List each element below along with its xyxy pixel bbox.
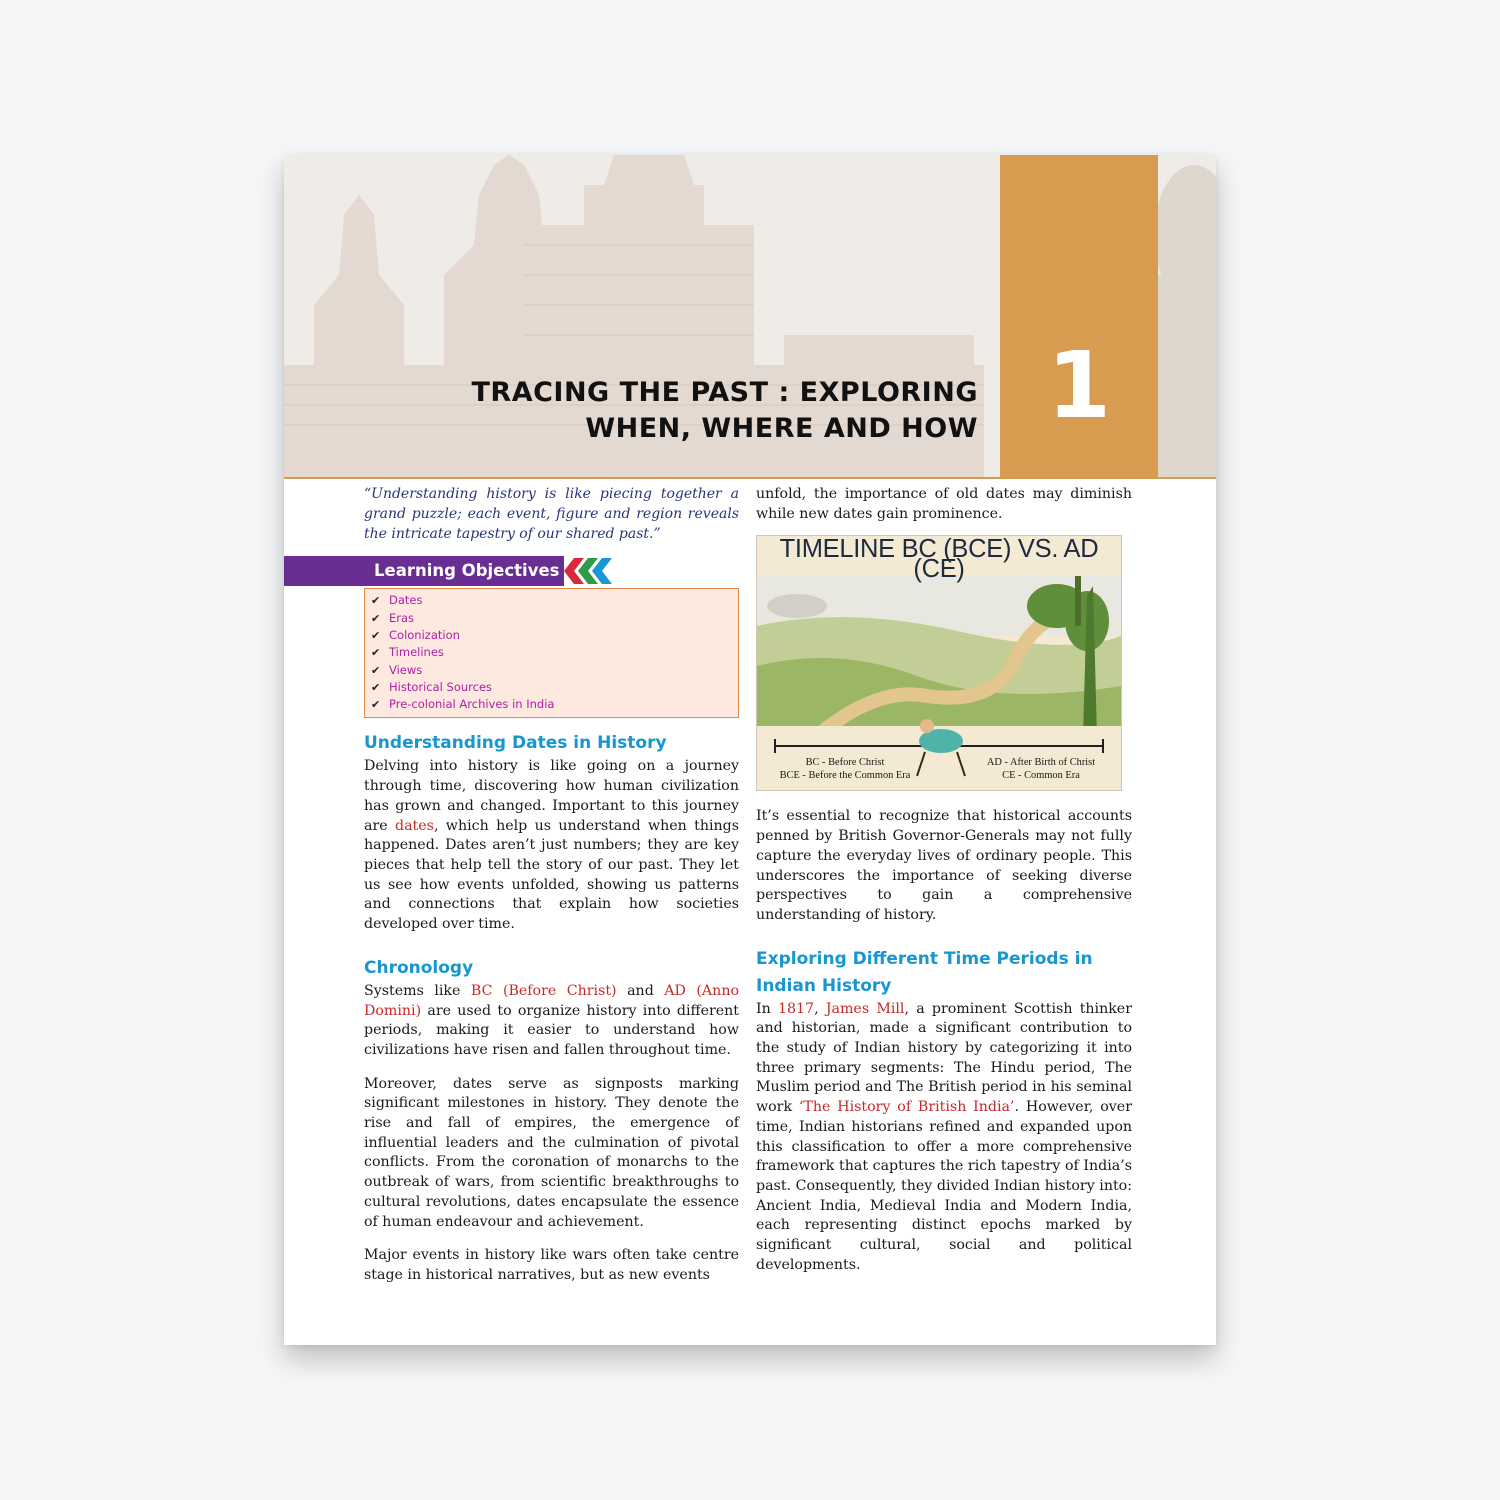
chapter-number: 1: [1046, 332, 1111, 439]
link-ad: AD (Anno Domini): [364, 982, 739, 1019]
opening-quote: “Understanding history is like piecing together a grand puzzle; each event, figure and region reveals the intricate tapestry of our shared past.”: [364, 486, 739, 542]
chapter-title-line2: WHEN, WHERE AND HOW: [585, 413, 978, 444]
checkmark-icon: ✔: [371, 594, 381, 608]
paragraph-dates: Delving into history is like going on a journey through time, discovering how human civilization has grown and changed. Important to this journey are dates, which help us understand when things happened. Dates aren’t just numbers; they are key pieces that help tell the story of our past. They let us see how events unfolded, showing us patterns and connections that explain how societies developed over time.: [364, 758, 739, 933]
link-dates: dates: [395, 817, 434, 834]
objective-item: ✔ Dates: [371, 592, 732, 609]
checkmark-icon: ✔: [371, 698, 381, 712]
objective-item: ✔ Views: [371, 662, 732, 679]
objective-item: ✔ Colonization: [371, 627, 732, 644]
chevrons-icon: [560, 556, 618, 586]
chapter-title-line1: TRACING THE PAST : EXPLORING: [471, 377, 978, 408]
checkmark-icon: ✔: [371, 646, 381, 660]
objective-item: ✔ Timelines: [371, 644, 732, 661]
objective-item: ✔ Eras: [371, 610, 732, 627]
paragraph-chronology-1: Systems like BC (Before Christ) and AD (Anno Domini) are used to organize history into different periods, making it easier to understand how civilizations have risen and fallen throughout time.: [364, 982, 739, 1058]
link-james-mill: James Mill: [825, 1000, 905, 1017]
checkmark-icon: ✔: [371, 611, 381, 625]
chapter-title: [472, 375, 979, 447]
section-heading-dates: Understanding Dates in History: [364, 733, 667, 754]
section-heading-time-periods: Exploring Different Time Periods in Indian History: [756, 948, 1093, 996]
learning-objectives-list: [364, 588, 739, 718]
paragraph-british-accounts: It’s essential to recognize that historical accounts penned by British Governor-Generals may not fully capture the everyday lives of ordinary people. This underscores the importance of seeking diverse perspectives to gain a comprehensive understanding of history.: [756, 808, 1132, 923]
right-column: [756, 485, 1132, 1275]
paragraph-time-periods: In 1817, James Mill, a prominent Scottish thinker and historian, made a significant contribution to the study of Indian history by categorizing it into three primary segments: The Hindu period, The Muslim period and The British period in his seminal work ‘The History of British India’. However, over time, Indian historians refined and expanded upon this classification to offer a more comprehensive framework that captures the rich tapestry of India’s past. Consequently, they divided Indian history into: Ancient India, Medieval India and Modern India, each representing distinct epochs marked by significant cultural, social and political developments.: [756, 1000, 1132, 1273]
link-history-of-british-india: ‘The History of British India’: [798, 1099, 1015, 1116]
checkmark-icon: ✔: [371, 628, 381, 642]
figure-label-ad: AD - After Birth of Christ CE - Common Era: [986, 757, 1096, 782]
figure-label-bc: BC - Before Christ BCE - Before the Common Era: [779, 757, 911, 782]
left-column: [364, 485, 739, 1286]
checkmark-icon: ✔: [371, 680, 381, 694]
timeline-illustration: [756, 535, 1122, 791]
link-bc: BC (Before Christ): [470, 982, 617, 999]
checkmark-icon: ✔: [371, 663, 381, 677]
textbook-page: [284, 155, 1216, 1345]
learning-objectives-header: [284, 556, 616, 586]
paragraph-chronology-2: Moreover, dates serve as signposts marking significant milestones in history. They denote the rise and fall of empires, the emergence of influential leaders and the culmination of pivotal conflicts. From the coronation of monarchs to the outbreak of wars, from scientific breakthroughs to cultural revolutions, dates encapsulate the essence of human endeavour and achievement.: [364, 1075, 739, 1230]
learning-objectives-title: Learning Objectives: [374, 561, 560, 581]
objective-item: ✔ Pre-colonial Archives in India: [371, 696, 732, 713]
paragraph-chronology-3: Major events in history like wars often take centre stage in historical narratives, but as new events: [364, 1247, 739, 1283]
chapter-number-tab: [1000, 155, 1158, 477]
paragraph-continuation: unfold, the importance of old dates may diminish while new dates gain prominence.: [756, 486, 1132, 522]
section-heading-chronology: Chronology: [364, 957, 474, 978]
figure-title: TIMELINE BC (BCE) VS. AD (CE): [779, 535, 1099, 584]
link-1817: 1817: [777, 1000, 815, 1017]
chapter-banner: [284, 155, 1216, 479]
objective-item: ✔ Historical Sources: [371, 679, 732, 696]
